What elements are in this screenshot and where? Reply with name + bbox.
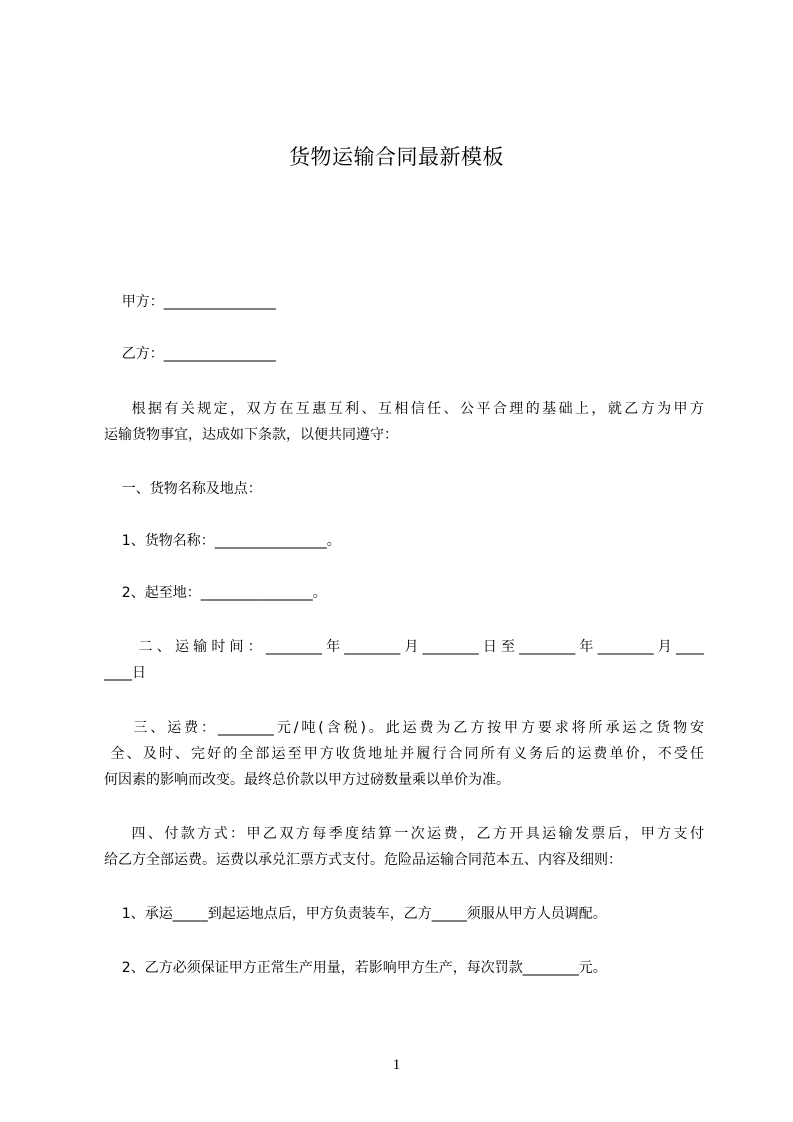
goods-name-line: 1、货物名称：________________。 (104, 533, 341, 549)
preamble-paragraph (104, 396, 704, 448)
payment-line-1: 四、付款方式：甲乙双方每季度结算一次运费，乙方开具运输发票后，甲方支付 (104, 826, 704, 842)
payment-paragraph (104, 821, 704, 873)
freight-line-2: 全、及时、完好的全部运至甲方收货地址并履行合同所有义务后的运费单价，不受任 (104, 746, 704, 762)
party-b-line: 乙方：________________ (104, 346, 276, 362)
document-title: 货物运输合同最新模板 (289, 145, 504, 169)
origin-destination-line: 2、起至地：________________。 (104, 585, 327, 601)
payment-line-2: 给乙方全部运费。运费以承兑汇票方式支付。危险品运输合同范本五、内容及细则： (104, 852, 622, 868)
loading-clause-line: 1、承运_____到起运地点后，甲方负责装车，乙方_____须服从甲方人员调配。 (104, 906, 607, 922)
transport-time-line-2: ____日 (104, 665, 146, 681)
freight-paragraph (104, 715, 704, 793)
preamble-line-2: 运输货物事宜，达成如下条款，以便共同遵守： (104, 427, 398, 443)
freight-line-3: 何因素的影响而改变。最终总价款以甲方过磅数量乘以单价为准。 (104, 772, 510, 788)
penalty-clause-line: 2、乙方必须保证甲方正常生产用量，若影响甲方生产，每次罚款________元。 (104, 960, 607, 976)
page-number: 1 (392, 1057, 401, 1073)
transport-time-paragraph (104, 634, 704, 686)
transport-time-line-1: 二、运输时间：________年________月________日至________年________月____ (104, 639, 704, 655)
section-1-heading: 一、货物名称及地点： (104, 481, 262, 497)
preamble-line-1: 根据有关规定，双方在互惠互利、互相信任、公平合理的基础上，就乙方为甲方 (104, 401, 704, 417)
freight-line-1: 三、运费：________元/吨(含税)。此运费为乙方按甲方要求将所承运之货物安 (104, 720, 704, 736)
party-a-line: 甲方：________________ (104, 294, 276, 310)
